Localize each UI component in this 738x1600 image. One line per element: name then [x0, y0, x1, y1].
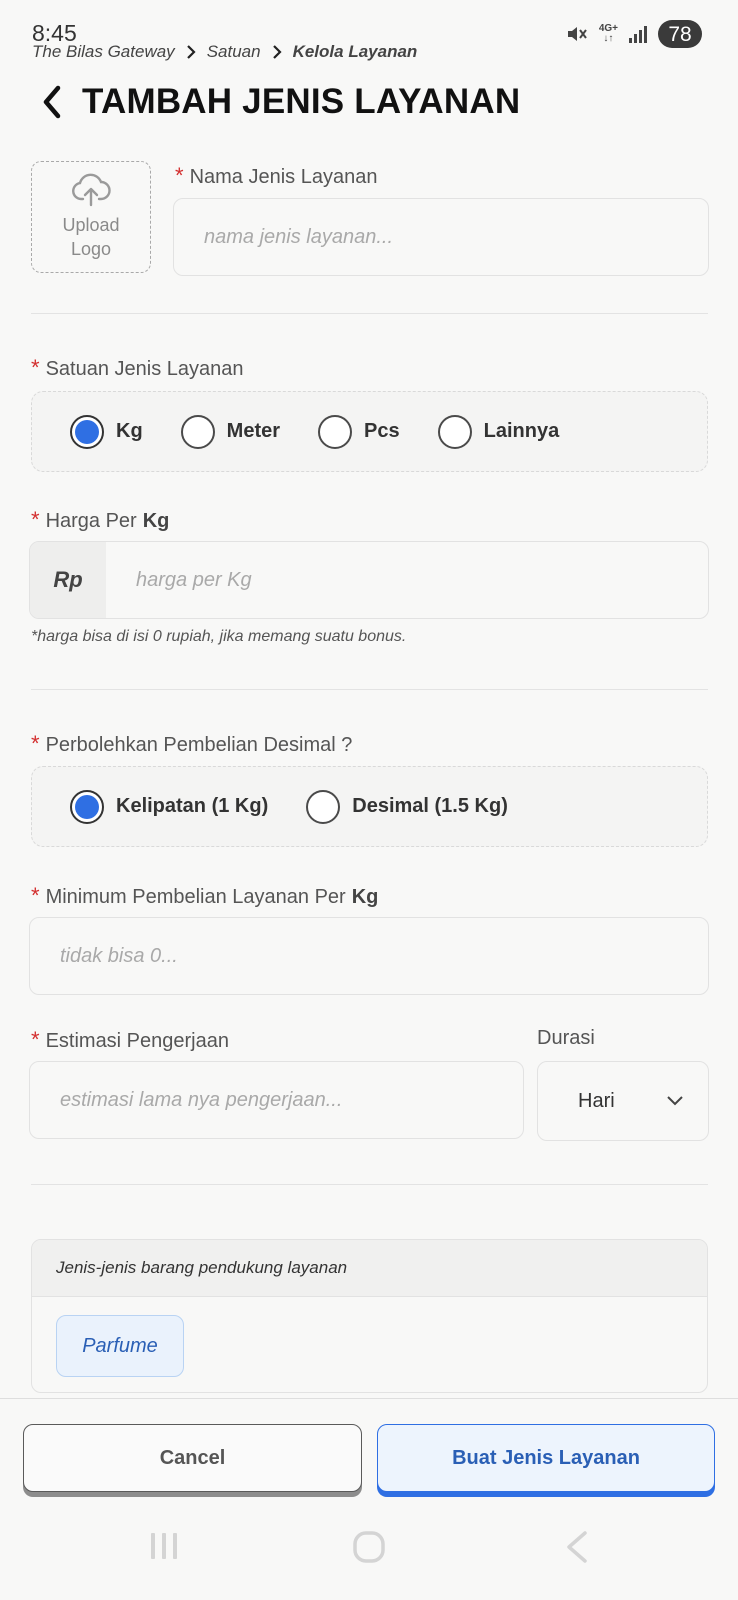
unit-radio-group: [31, 391, 708, 472]
radio-selected[interactable]: [70, 790, 104, 824]
back-arrow-icon[interactable]: [38, 82, 66, 122]
status-time: 8:45: [32, 20, 77, 46]
home-icon[interactable]: [352, 1530, 386, 1564]
duration-label: [537, 1027, 595, 1050]
upload-logo-label: Upload Logo: [62, 215, 120, 259]
unit-option-lainnya[interactable]: [438, 415, 560, 449]
decimal-option-decimal[interactable]: [306, 790, 508, 824]
data-arrows-icon: ↓↑: [603, 33, 614, 44]
recent-apps-icon[interactable]: [148, 1530, 180, 1562]
price-input[interactable]: [106, 542, 708, 618]
chevron-down-icon: [666, 1095, 684, 1107]
decimal-option-label: Kelipatan (1 Kg): [116, 795, 269, 817]
currency-prefix: Rp: [30, 542, 106, 618]
radio-unselected[interactable]: [318, 415, 352, 449]
radio-unselected[interactable]: [306, 790, 340, 824]
price-field-unit: Kg: [142, 510, 170, 532]
breadcrumb-item-current: Kelola Layanan: [292, 42, 418, 61]
upload-logo-button[interactable]: [31, 161, 151, 273]
duration-select[interactable]: [537, 1061, 709, 1141]
name-field-label: [175, 163, 377, 189]
minimum-field-label-text: Minimum Pembelian Layanan Per: [45, 886, 346, 908]
title-row: [38, 82, 520, 122]
required-marker: *: [31, 1027, 40, 1052]
minimum-field-label: [31, 883, 378, 909]
estimate-field-label: [31, 1027, 229, 1053]
required-marker: *: [31, 507, 40, 532]
support-items-card: [31, 1239, 708, 1393]
network-type: 4G+: [598, 23, 618, 34]
required-marker: *: [31, 355, 40, 380]
minimum-field-box: [29, 917, 709, 995]
breadcrumb-item-gateway[interactable]: The Bilas Gateway: [32, 42, 175, 61]
breadcrumb-item-satuan[interactable]: Satuan: [206, 42, 261, 61]
duration-select-value: Hari: [578, 1089, 615, 1112]
network-icon: [599, 24, 618, 44]
unit-option-kg[interactable]: [70, 415, 143, 449]
cancel-button[interactable]: Cancel: [23, 1424, 362, 1492]
breadcrumb: [32, 42, 417, 62]
decimal-field-label: [31, 731, 352, 757]
chevron-right-icon: [269, 44, 285, 60]
minimum-field-unit: Kg: [351, 886, 379, 908]
estimate-input[interactable]: [30, 1062, 523, 1138]
minimum-purchase-input[interactable]: [30, 918, 708, 994]
unit-option-label: Lainnya: [483, 420, 560, 442]
price-field-label-text: Harga Per: [45, 510, 137, 532]
unit-option-label: Pcs: [364, 420, 400, 442]
section-divider: [31, 313, 708, 314]
battery-indicator: 78: [658, 20, 702, 48]
support-item-chip[interactable]: Parfume: [56, 1315, 184, 1377]
unit-option-meter[interactable]: [181, 415, 280, 449]
unit-option-label: Kg: [116, 420, 143, 442]
name-field-box: [173, 198, 709, 276]
back-nav-icon[interactable]: [563, 1530, 591, 1564]
required-marker: *: [31, 883, 40, 908]
unit-option-label: Meter: [226, 420, 281, 442]
estimate-field-label-text: Estimasi Pengerjaan: [45, 1030, 229, 1052]
status-icons: [565, 20, 702, 48]
mute-icon: [565, 22, 589, 46]
service-name-input[interactable]: [174, 199, 708, 275]
chevron-right-icon: [183, 44, 199, 60]
section-divider: [31, 689, 708, 690]
support-items-header: Jenis-jenis barang pendukung layanan: [32, 1240, 707, 1297]
unit-option-pcs[interactable]: [318, 415, 400, 449]
section-divider: [31, 1184, 708, 1185]
radio-unselected[interactable]: [438, 415, 472, 449]
unit-field-label-text: Satuan Jenis Layanan: [45, 358, 244, 380]
decimal-option-label: Desimal (1.5 Kg): [352, 795, 508, 817]
required-marker: *: [175, 163, 184, 188]
signal-icon: [628, 24, 648, 44]
decimal-field-label-text: Perbolehkan Pembelian Desimal ?: [45, 734, 353, 756]
price-hint: *harga bisa di isi 0 rupiah, jika memang suatu bonus.: [31, 628, 407, 645]
action-bar-divider: [0, 1398, 738, 1399]
price-field-box: [29, 541, 709, 619]
unit-field-label: [31, 355, 244, 381]
create-service-button[interactable]: Buat Jenis Layanan: [377, 1424, 715, 1492]
price-field-label: [31, 507, 169, 533]
radio-selected[interactable]: [70, 415, 104, 449]
page-title: TAMBAH JENIS LAYANAN: [82, 82, 521, 121]
estimate-field-box: [29, 1061, 524, 1139]
duration-label-text: Durasi: [537, 1027, 595, 1049]
cloud-upload-icon: [71, 173, 111, 209]
radio-unselected[interactable]: [181, 415, 215, 449]
decimal-radio-group: [31, 766, 708, 847]
required-marker: *: [31, 731, 40, 756]
name-field-label-text: Nama Jenis Layanan: [189, 166, 378, 188]
decimal-option-multiple[interactable]: [70, 790, 268, 824]
